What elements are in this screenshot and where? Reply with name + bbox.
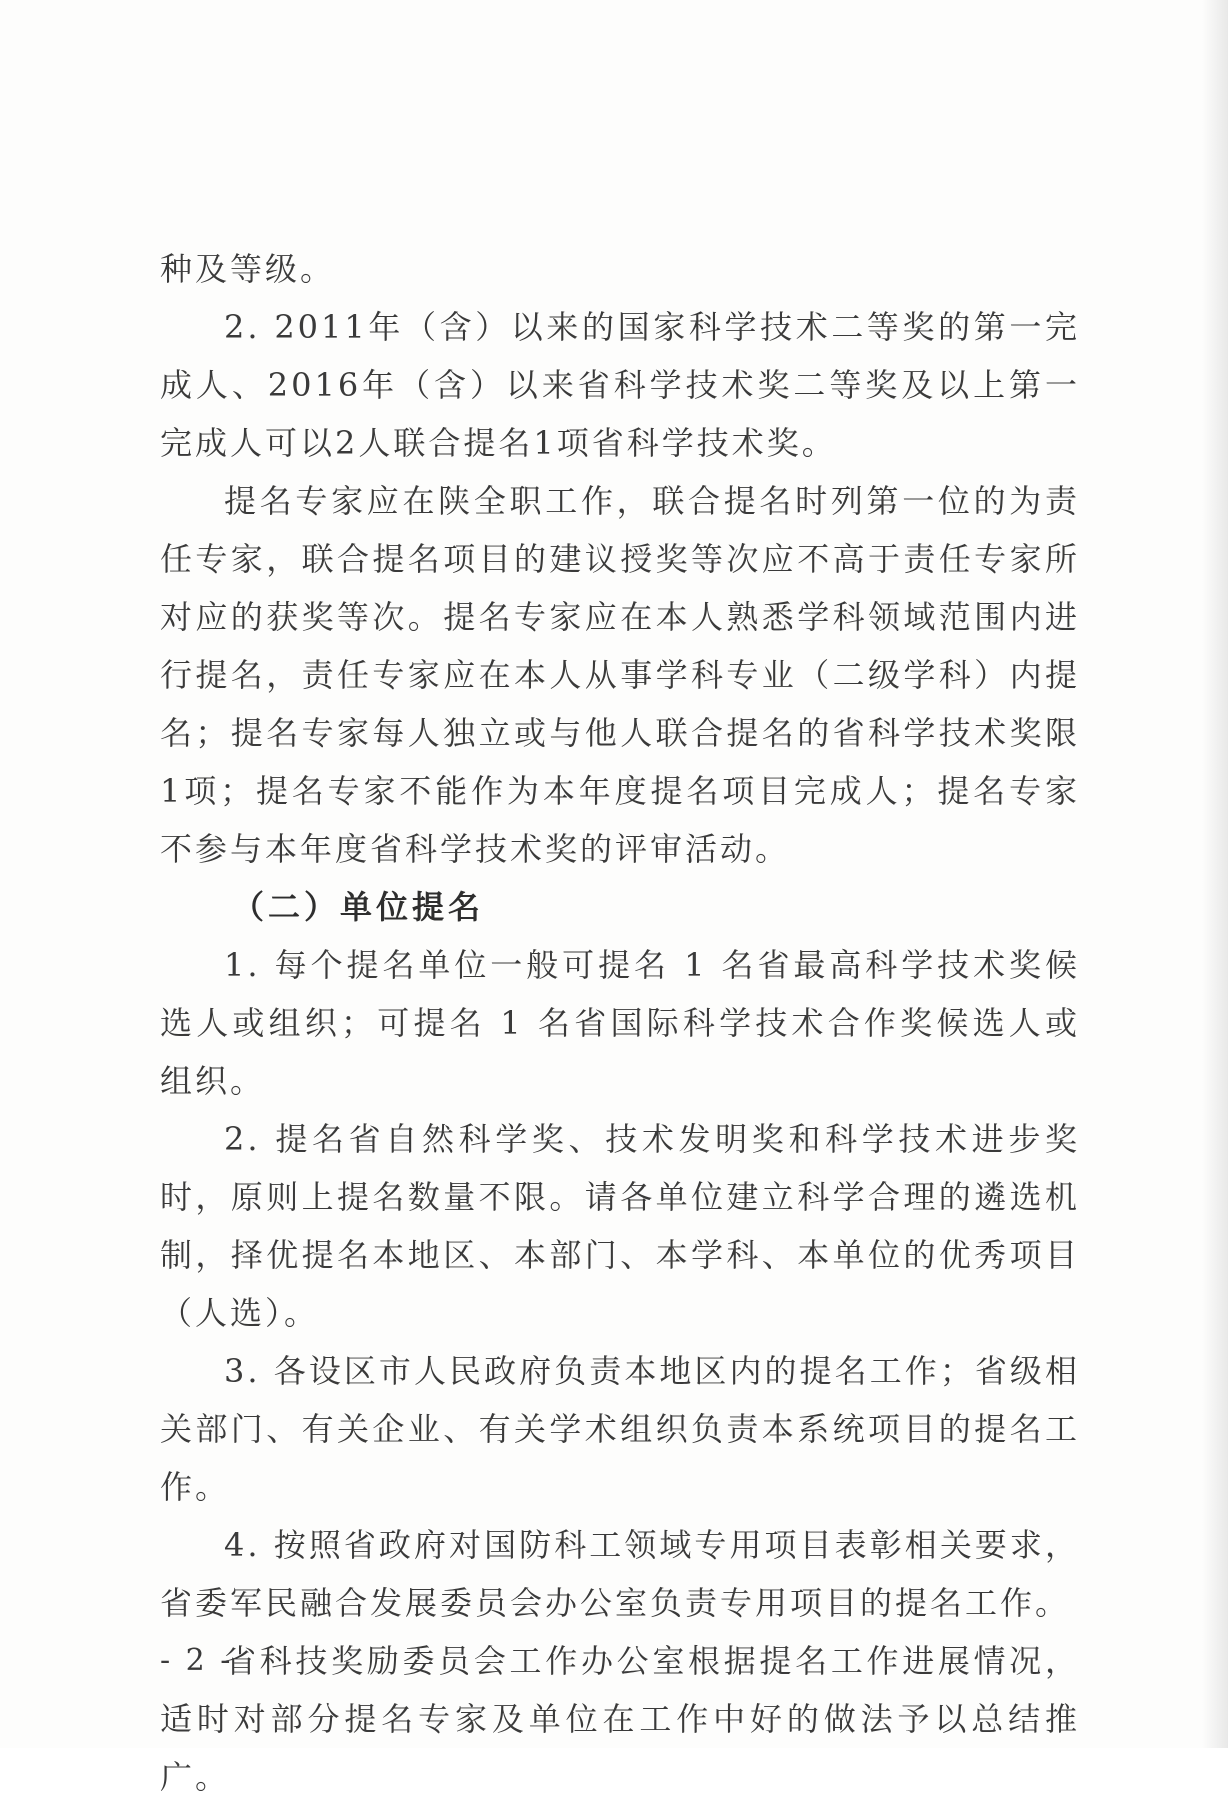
paragraph-expert-joint-nomination: 2. 2011年（含）以来的国家科学技术二等奖的第一完成人、2016年（含）以来省科学技术奖二等奖及以上第一完成人可以2人联合提名1项省科学技术奖。 bbox=[160, 308, 1080, 462]
paragraph-expert-requirements: 提名专家应在陕全职工作，联合提名时列第一位的为责任专家，联合提名项目的建议授奖等次应不高于责任专家所对应的获奖等次。提名专家应在本人熟悉学科领域范围内进行提名，责任专家应在本人从事学科专业（二级学科）内提名；提名专家每人独立或与他人联合提名的省科学技术奖限1项；提名专家不能作为本年度提名项目完成人；提名专家不参与本年度省科学技术奖的评审活动。 bbox=[160, 482, 1080, 868]
paragraph-unit-item-2: 2. 提名省自然科学奖、技术发明奖和科学技术进步奖时，原则上提名数量不限。请各单位建立科学合理的遴选机制，择优提名本地区、本部门、本学科、本单位的优秀项目（人选）。 bbox=[160, 1120, 1080, 1332]
page-edge-shadow bbox=[1202, 0, 1228, 1748]
section-heading-unit-nomination: （二）单位提名 bbox=[232, 888, 485, 926]
paragraph-unit-item-4: 4. 按照省政府对国防科工领域专用项目表彰相关要求，省委军民融合发展委员会办公室负责专用项目的提名工作。 bbox=[160, 1526, 1080, 1622]
paragraph-summary: 省科技奖励委员会工作办公室根据提名工作进展情况，适时对部分提名专家及单位在工作中好的做法予以总结推广。 bbox=[160, 1642, 1080, 1796]
paragraph-unit-item-3: 3. 各设区市人民政府负责本地区内的提名工作；省级相关部门、有关企业、有关学术组织负责本系统项目的提名工作。 bbox=[160, 1352, 1080, 1506]
document-body bbox=[160, 240, 1080, 1806]
paragraph-continuation: 种及等级。 bbox=[160, 250, 336, 288]
paragraph-unit-item-1: 1. 每个提名单位一般可提名 1 名省最高科学技术奖候选人或组织；可提名 1 名省国际科学技术合作奖候选人或组织。 bbox=[160, 946, 1080, 1100]
page-number: - 2 - bbox=[160, 1643, 234, 1678]
